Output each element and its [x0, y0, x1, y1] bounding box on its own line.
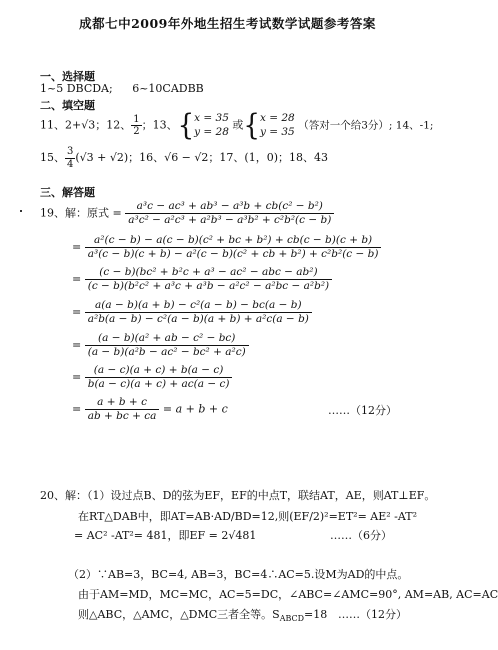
- q19-step-2: [72, 234, 381, 261]
- q19-numerator-1: a³c − ac³ + ab³ − a³b + cb(c² − b²): [125, 200, 334, 214]
- q19-denominator-6: b(a − c)(a + c) + ac(a − c): [87, 378, 230, 391]
- q11-answer: 11、2+√3；12、: [40, 118, 132, 132]
- q19-step-1: [40, 200, 334, 227]
- q19-fraction-1: [125, 200, 334, 227]
- q19-numerator-5: (a − b)(a² + ab − c² − bc): [85, 332, 249, 346]
- page-title: 成都七中2009年外地生招生考试数学试题参考答案: [79, 16, 376, 31]
- equals-sign: =: [72, 370, 82, 384]
- q19-step-4: [72, 299, 312, 326]
- section-fill-heading: 二、填空题: [40, 99, 95, 112]
- q19-numerator-4: a(a − b)(a + b) − c²(a − b) − bc(a − b): [85, 299, 312, 313]
- q15-fraction: [65, 146, 75, 170]
- q19-label: 19、解：原式 =: [40, 206, 122, 220]
- q20-part1-line2: 在RT△DAB中，即AT=AB·AD/BD=12,则(EF/2)²=ET²= AE² -AT²: [78, 510, 417, 523]
- q19-numerator-6: (a − c)(a + c) + b(a − c): [85, 364, 233, 378]
- choice-1-5: 1~5 DBCDA;: [40, 82, 113, 95]
- choice-answers: [40, 82, 204, 95]
- q19-denominator-4: a²b(a − b) − c²(a − b)(a + b) + a²c(a − b): [87, 313, 309, 326]
- q19-denominator-2: a³(c − b)(c + b) − a²(c − b)(c² + cb + b²) + c²b²(c − b): [87, 248, 379, 261]
- q19-numerator-7: a + b + c: [85, 396, 160, 410]
- q20-congruence-text: 则△ABC，△AMC，△DMC三者全等。S: [78, 608, 280, 621]
- q19-step-3: [72, 266, 332, 293]
- q12-numerator: 1: [133, 113, 140, 125]
- left-brace-icon: {: [177, 109, 195, 143]
- q19-result: = a + b + c: [162, 402, 228, 416]
- q19-denominator-7: ab + bc + ca: [87, 410, 157, 423]
- or-word: 或: [232, 118, 244, 132]
- equals-sign: =: [72, 240, 82, 254]
- q20-part1-score: ……（6分）: [330, 529, 392, 542]
- q15-label: 15、: [40, 151, 65, 164]
- q20-part1-line3: = AC² -AT²= 481，即EF = 2√481: [74, 529, 257, 542]
- q13-system-b: [260, 112, 295, 139]
- area-subscript: ABCD: [279, 614, 305, 624]
- q15-numerator: 3: [67, 146, 74, 157]
- section-choice-heading: 一、选择题: [40, 70, 95, 83]
- q19-denominator-3: (c − b)(b²c² + a³c + a³b − a²c² − a²bc − a²b²): [87, 280, 330, 293]
- q19-step-5: [72, 332, 249, 359]
- left-brace-icon: {: [243, 109, 260, 143]
- q12-fraction: [131, 114, 141, 138]
- q19-fraction-3: [85, 266, 332, 293]
- fill-row-1: [40, 109, 434, 143]
- q13-label: ；13、: [141, 118, 178, 132]
- q19-score: ……（12分）: [328, 404, 397, 417]
- scan-mark: [20, 210, 22, 212]
- section-solution-heading: 三、解答题: [40, 186, 95, 199]
- q19-numerator-3: (c − b)(bc² + b²c + a³ − ac² − abc − ab²): [85, 266, 332, 280]
- fill-row-2: [40, 146, 328, 170]
- q12-denominator: 2: [133, 126, 140, 138]
- q19-fraction-2: [85, 234, 382, 261]
- area-value: =18: [304, 608, 328, 621]
- q19-fraction-6: [85, 364, 233, 391]
- q19-step-7: [72, 396, 228, 423]
- equals-sign: =: [72, 272, 82, 286]
- q19-numerator-2: a²(c − b) − a(c − b)(c² + bc + b²) + cb(c − b)(c + b): [85, 234, 382, 248]
- q15-denominator: 4: [67, 158, 74, 170]
- q13-system-a-x: x = 35: [194, 112, 229, 124]
- q15-18-answers: (√3 + √2)；16、√6 − √2；17、(1，0)；18、43: [75, 151, 328, 164]
- q19-fraction-7: [85, 396, 160, 423]
- q20-part2-line2: 由于AM=MD，MC=MC，AC=5=DC，∠ABC=∠AMC=90°, AM=AB, AC=AC: [78, 588, 498, 601]
- equals-sign: =: [72, 402, 82, 416]
- q19-fraction-5: [85, 332, 249, 359]
- q19-fraction-4: [85, 299, 312, 326]
- choice-6-10: 6~10CADBB: [132, 82, 204, 95]
- q13-note: （答对一个给3分）; 14、-1;: [298, 119, 434, 132]
- q20-part2-line3: [78, 606, 327, 623]
- equals-sign: =: [72, 305, 82, 319]
- q20-part2-line1: （2）∵AB=3，BC=4, AB=3，BC=4∴AC=5.设M为AD的中点。: [68, 568, 409, 581]
- q13-system-b-x: x = 28: [259, 112, 295, 124]
- equals-sign: =: [72, 338, 82, 352]
- q19-denominator-5: (a − b)(a²b − ac² − bc² + a²c): [87, 346, 246, 359]
- q19-denominator-1: a³c² − a²c³ + a²b³ − a³b² + c²b²(c − b): [128, 214, 332, 227]
- q19-step-6: [72, 364, 232, 391]
- q13-system-b-y: y = 35: [259, 125, 295, 138]
- q13-system-a-y: y = 28: [194, 125, 229, 138]
- q13-system-a: [194, 112, 229, 139]
- q20-part2-score: ……（12分）: [338, 608, 407, 621]
- q20-part1-line1: 20、解：（1）设过点B、D的弦为EF，EF的中点T，联结AT，AE，则AT⊥EF。: [40, 489, 436, 502]
